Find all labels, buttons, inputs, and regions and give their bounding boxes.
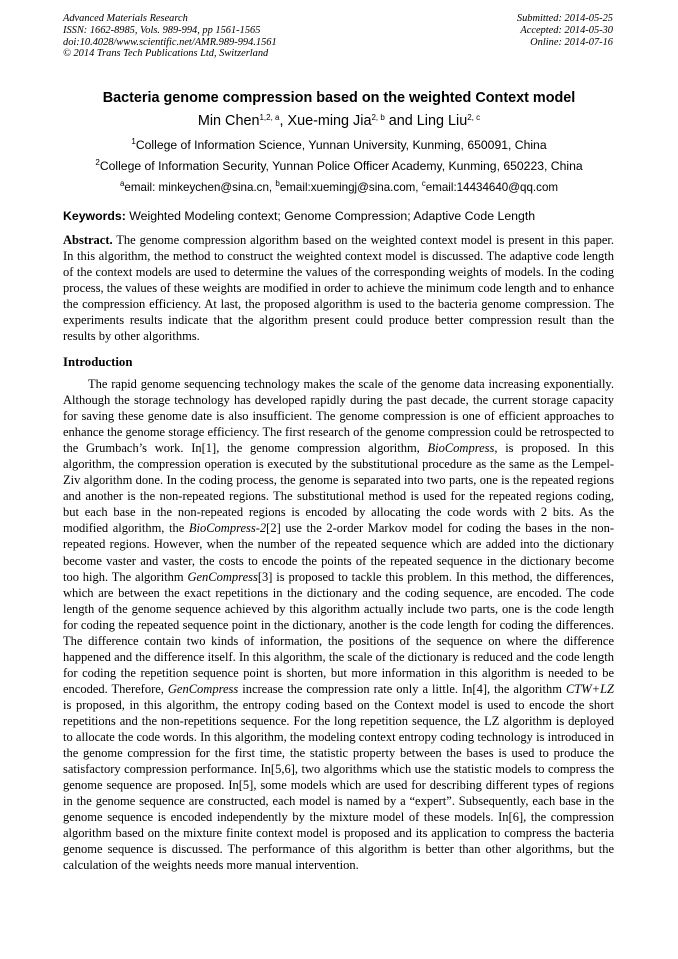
copyright-line: © 2014 Trans Tech Publications Ltd, Switzerland (63, 48, 269, 60)
author-line (0, 113, 678, 129)
journal-info (63, 13, 277, 60)
intro-text-1: The rapid genome sequencing technology makes the scale of the genome data increasing exponentially. Although the storage technology has developed rapidly during the past decade, the current storage capacity for saving these genome date is also insufficient. The genome compression is one of efficient approaches to enhance the genome storage efficiency. The first research of the genome compression could be retrospected to the Grumbach’s work. In[1], the genome compression algorithm, (63, 377, 614, 456)
paper-title: Bacteria genome compression based on the weighted Context model (102, 90, 576, 106)
abstract-text: The genome compression algorithm based on the weighted context model is present in this paper. In this algorithm, the method to construct the weighted context model is discussed. The adaptive code length of the context models are used to determine the values of the corresponding weights of models. In the coding process, the values of these weights are modified in order to achieve the minimum code length and to enhance the compression efficiency. At last, the proposed algorithm is used to the bacteria genome compression. The experiments results indicate that the algorithm present could produce better compression result than the results by other algorithms. (63, 233, 614, 344)
affiliation-1-text: College of Information Science, Yunnan University, Kunming, 650091, China (135, 138, 547, 152)
introduction-heading: Introduction (63, 355, 133, 369)
intro-italic-3: GenCompress (187, 569, 258, 584)
author-3: and Ling Liu (384, 113, 468, 129)
intro-text-3: [2] use the 2-order Markov model for coding the bases in the non-repeated regions. However, when the number of the repeated sequence which are added into the dictionary become vaster and vaster, the costs to encode the points of the repeated sequence in the dictionary become too high. The algorithm (63, 521, 614, 584)
intro-text-2: , is proposed. In this algorithm, the compression operation is executed by the substitutional procedure as the same as the Lempel-Ziv algorithm done. In the coding process, the genome is separated into two parts, one is the repeated regions and another is the non-repeated regions. The substitutional method is used for the repeated regions coding, but each base in the non-repeated regions is encoded by allocating the code words with 2 bits. As the modified algorithm, the (63, 441, 614, 536)
journal-issn: ISSN: 1662-8985, Vols. 989-994, pp 1561-1565 (63, 24, 261, 36)
keywords-text: Weighted Modeling context; Genome Compression; Adaptive Code Length (125, 209, 536, 223)
intro-italic-1: BioCompress (427, 441, 495, 456)
email-line (0, 181, 678, 194)
affiliation-2-sup: 2 (95, 158, 100, 167)
author-1: Min Chen (197, 113, 260, 129)
email-a-sup: a (119, 179, 125, 188)
affiliation-2 (0, 159, 678, 173)
email-b-sup: b (275, 179, 280, 188)
intro-italic-5: CTW+LZ (565, 681, 614, 696)
intro-italic-2: BioCompress-2 (188, 521, 267, 536)
author-3-sup: 2, c (467, 113, 481, 122)
publication-dates (517, 13, 613, 48)
intro-text-4: [3] is proposed to tackle this problem. In this method, the differences, which are between the exact repetitions in the dictionary and the coding sequence, are encoded. The code length of the genome sequence achieved by this algorithm actually include two parts, one is the code length for coding the repeated sequence point in the dictionary, another is the code length for coding the differences. The difference contain two kinds of information, the positions of the sequence on where the difference happened and the difference itself. In this algorithm, the scale of the dictionary is reduced and the code length for coding the repetition sequence point is shorten, but more information in this algorithm is needed to be encoded. Therefore, (63, 569, 614, 696)
abstract (63, 232, 614, 344)
abstract-label: Abstract. (63, 233, 113, 247)
email-c: email:14434640@qq.com (425, 181, 559, 194)
author-2-sup: 2, b (371, 113, 385, 122)
affiliation-1 (0, 138, 678, 152)
online-date: Online: 2014-07-16 (530, 36, 613, 48)
affiliation-1-sup: 1 (131, 137, 136, 146)
journal-name: Advanced Materials Research (63, 13, 188, 24)
intro-text-6: is proposed, in this algorithm, the entropy coding based on the Context model is used to encode the short repetitions and the non-repetitions sequence. For the long repetition sequence, the LZ algorithm is deployed to allocate the code words. In this algorithm, the modeling context entropy coding technology is introduced in the genome compression for the first time, the statistic property between the bases is used to produce the satisfactory compression performance. In[5,6], two algorithms which use the statistic models to compress the genome sequence are proposed. In[5], some models which are used for describing different types of regions in the genome sequence are constructed, each model is named by a “expert”. Subsequently, each base in the genome sequence is encoded independently by the mixture model of these models. In[6], the compression algorithm based on the mixture finite context model is proposed and its application to compress the bacteria genome sequence is discussed. The performance of this algorithm is better than other algorithms, but the calculation of the weights needs more manual intervention. (63, 697, 614, 873)
submitted-date: Submitted: 2014-05-25 (516, 13, 613, 24)
email-b: email:xuemingj@sina.com, (279, 181, 422, 194)
intro-italic-4: GenCompress (167, 681, 239, 696)
accepted-date: Accepted: 2014-05-30 (520, 24, 613, 36)
email-a: email: minkeychen@sina.cn, (124, 181, 276, 194)
email-c-sup: c (421, 179, 426, 188)
introduction-paragraph (63, 376, 614, 873)
author-1-sup: 1,2, a (259, 113, 280, 122)
journal-doi: doi:10.4028/www.scientific.net/AMR.989-994.1561 (63, 36, 277, 48)
intro-text-5: increase the compression rate only a little. In[4], the algorithm (238, 681, 566, 696)
keywords (63, 209, 535, 223)
affiliation-2-text: College of Information Security, Yunnan Police Officer Academy, Kunming, 650223, China (99, 159, 583, 173)
author-2: , Xue-ming Jia (279, 113, 372, 129)
keywords-label: Keywords: (63, 209, 126, 223)
